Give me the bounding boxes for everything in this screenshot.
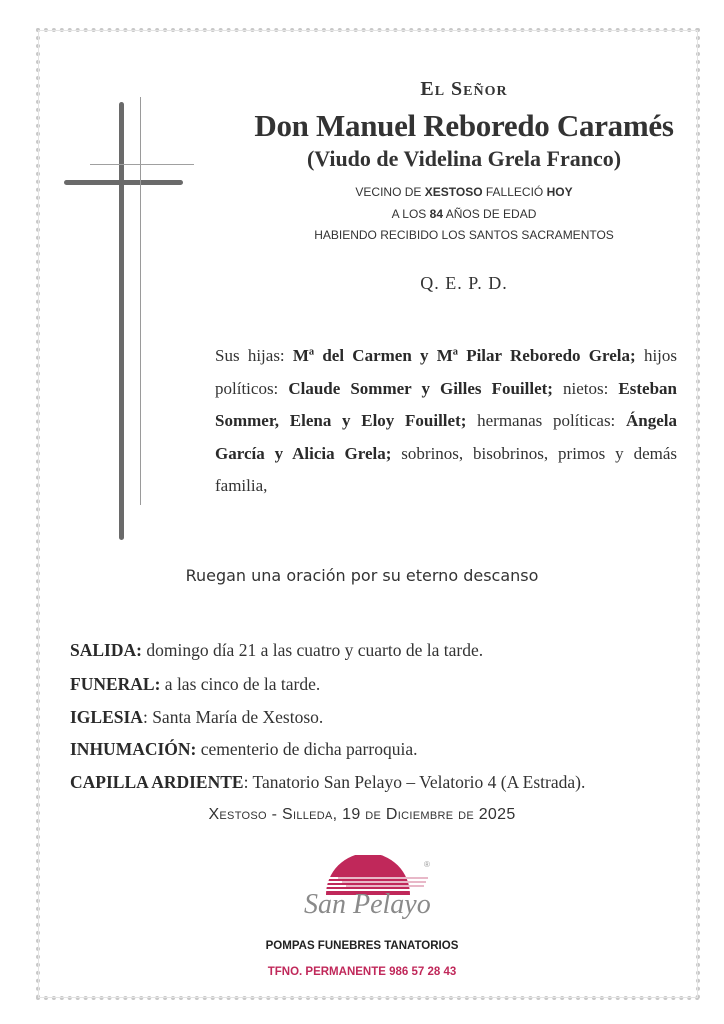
- qepd: Q. E. P. D.: [420, 273, 508, 293]
- family-relation: nietos:: [552, 378, 619, 398]
- cross-bar: [64, 180, 183, 185]
- cross-shadow-line-horizontal: [90, 164, 194, 165]
- text: FALLECIÓ: [482, 185, 547, 199]
- family-relation: hermanas políticas:: [466, 411, 626, 430]
- family-names: Esteban Sommer, Elena y Eloy Fouillet;: [215, 378, 677, 430]
- detail-departure: [70, 640, 483, 661]
- detail-value: : Santa María de Xestoso.: [142, 707, 324, 727]
- phone-number: TFNO. PERMANENTE 986 57 28 43: [267, 966, 457, 978]
- detail-value: : Tanatorio San Pelayo – Velatorio 4 (A Estrada).: [243, 772, 586, 792]
- village: XESTOSO: [424, 185, 483, 199]
- residence-line: [200, 185, 724, 199]
- widow-of: (Viudo de Videlina Grela Franco): [306, 146, 622, 171]
- company-tagline: POMPAS FUNEBRES TANATORIOS: [265, 940, 459, 952]
- detail-label: CAPILLA ARDIENTE: [70, 772, 244, 792]
- sacraments-line: HABIENDO RECIBIDO LOS SANTOS SACRAMENTOS: [314, 228, 614, 242]
- text: AÑOS DE EDAD: [443, 207, 537, 221]
- detail-label: IGLESIA: [70, 707, 143, 727]
- san-pelayo-logo: [298, 855, 438, 925]
- age-line: [200, 207, 724, 221]
- detail-value: domingo día 21 a las cuatro y cuarto de la tarde.: [141, 640, 484, 660]
- svg-text:San Pelayo: San Pelayo: [304, 889, 431, 920]
- family-names: Ángela García y Alicia Grela;: [215, 411, 677, 463]
- title-prefix: El Señor: [420, 78, 508, 100]
- family-names: Claude Sommer y Gilles Fouillet;: [288, 378, 553, 398]
- detail-value: cementerio de dicha parroquia.: [196, 739, 418, 759]
- family-relation: sobrinos, bisobrinos, primos y demás familia,: [215, 443, 677, 495]
- detail-burial: [70, 739, 417, 760]
- cross-icon: [119, 102, 124, 540]
- text: VECINO DE: [355, 185, 425, 199]
- detail-label: SALIDA:: [70, 640, 142, 660]
- sunset-logo-icon: [298, 855, 438, 925]
- place-date: Xestoso - Silleda, 19 de Diciembre de 2025: [208, 806, 516, 823]
- family-relation: Sus hijas:: [215, 346, 293, 365]
- deceased-name: Don Manuel Reboredo Caramés: [254, 108, 674, 143]
- detail-church: [70, 707, 323, 728]
- detail-value: a las cinco de la tarde.: [160, 674, 321, 694]
- family-paragraph: [215, 340, 677, 503]
- svg-text:®: ®: [424, 860, 430, 869]
- detail-funeral: [70, 674, 320, 695]
- family-names: Mª del Carmen y Mª Pilar Reboredo Grela;: [292, 346, 636, 365]
- death-day: HOY: [546, 185, 573, 199]
- family-relation: hijos políticos:: [215, 346, 678, 398]
- detail-label: INHUMACIÓN:: [70, 739, 197, 759]
- text: A LOS: [391, 207, 430, 221]
- detail-chapel: [70, 772, 585, 793]
- prayer-request: Ruegan una oración por su eterno descanso: [185, 566, 539, 585]
- age: 84: [429, 207, 444, 221]
- detail-label: FUNERAL:: [70, 674, 161, 694]
- cross-shadow-line-vertical: [140, 97, 141, 505]
